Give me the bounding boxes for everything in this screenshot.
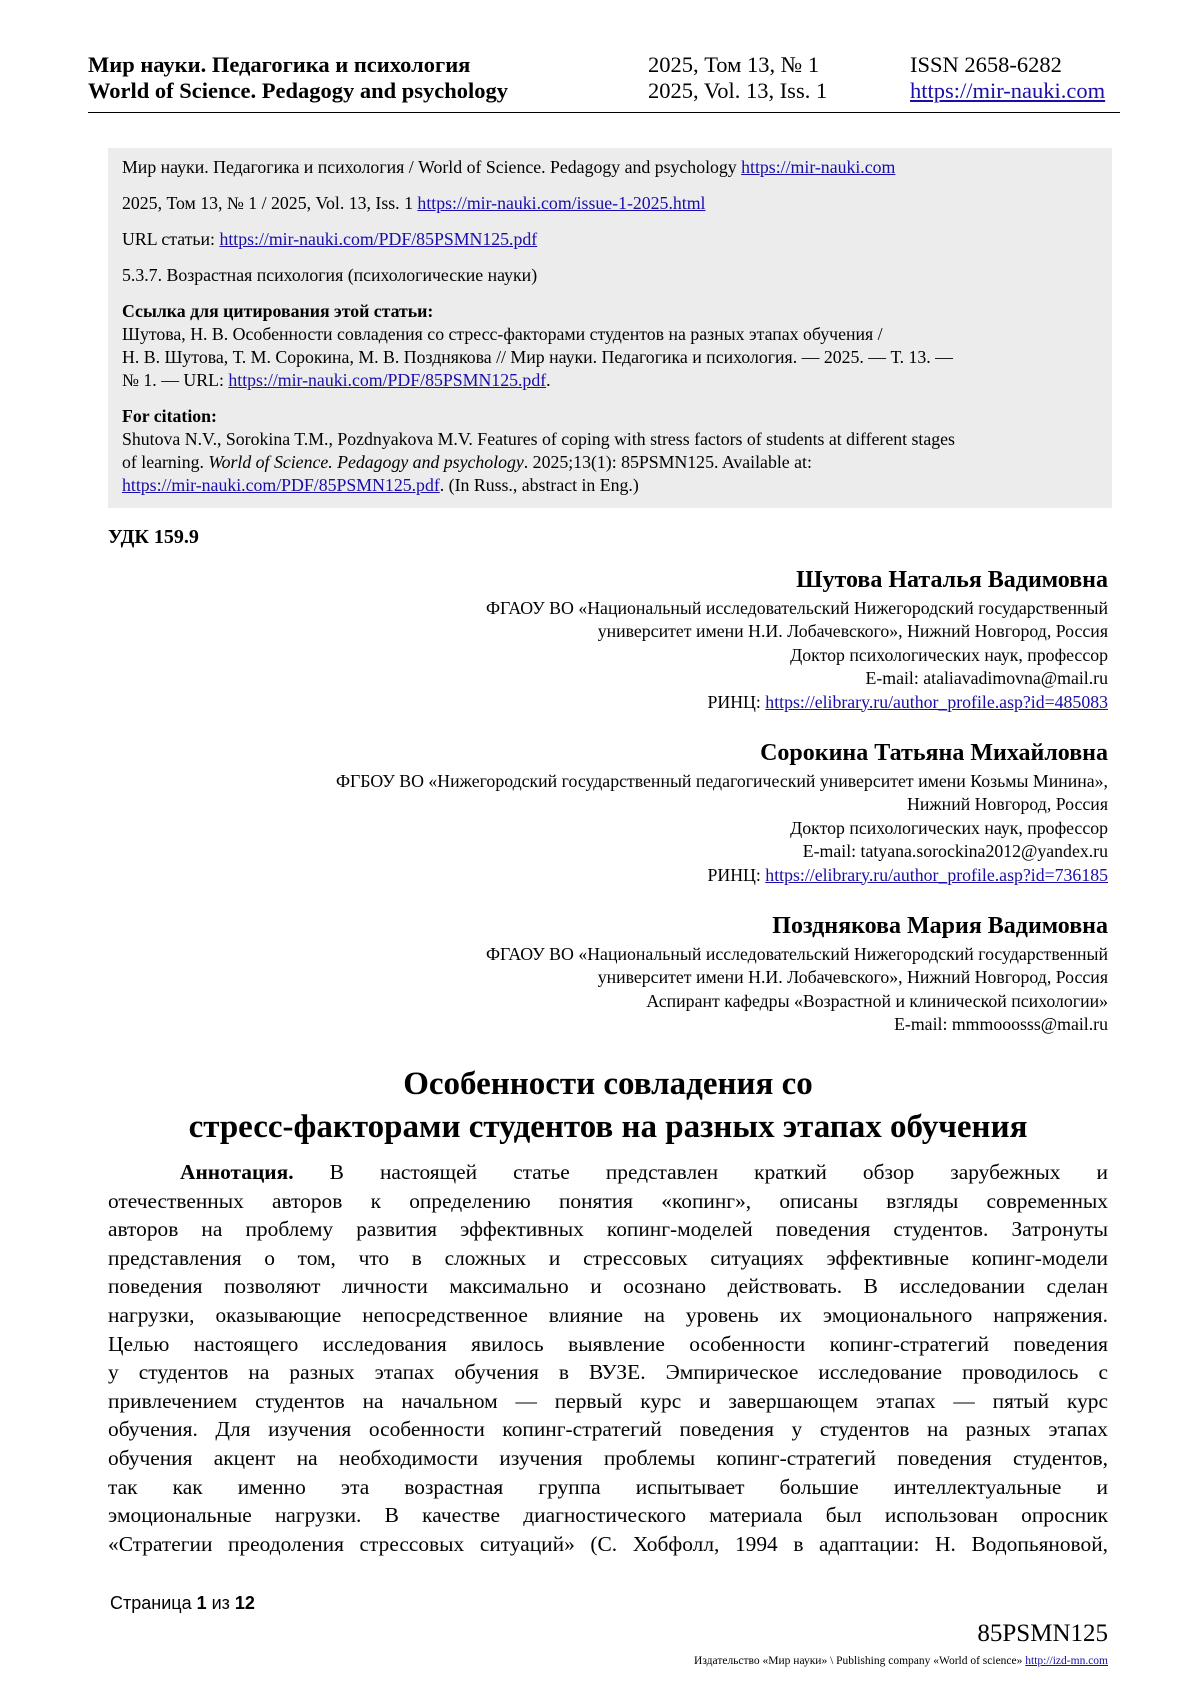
issue-line-text: 2025, Том 13, № 1 / 2025, Vol. 13, Iss. 1 [122,193,418,213]
cite-ru-heading: Ссылка для цитирования этой статьи: [122,301,434,321]
author-affiliation: ФГАОУ ВО «Национальный исследовательский Нижегородский государственный [485,598,1108,618]
page-mid: из [206,1593,235,1613]
abstract-line: обучения. Для изучения особенности копинг-стратегий поведения у студентов на разных этапах [108,1417,1108,1442]
article-title [108,1063,1108,1149]
cite-ru-end: . [546,370,551,390]
rinc-label: РИНЦ: [707,691,766,712]
issue-line [122,192,1100,215]
abstract-line: «Стратегии преодоления стрессовых ситуаций» (С. Хобфолл, 1994 в адаптации: Н. Водопьяновой, [108,1531,1108,1556]
abstract-line: авторов на проблему развития эффективных копинг-моделей поведения студентов. Затронуты [108,1217,1108,1242]
cite-en-line2 [122,451,1100,474]
author-name: Сорокина Татьяна Михайловна [760,740,1108,766]
rinc-link[interactable]: https://elibrary.ru/author_profile.asp?id=736185 [765,864,1108,885]
author-degree: Доктор психологических наук, профессор [790,644,1108,665]
page-number [110,1593,255,1614]
abstract-line: у студентов на разных этапах обучения в ВУЗЕ. Эмпирическое исследование проводилось с [108,1360,1108,1385]
author-affiliation: Нижний Новгород, Россия [907,794,1108,815]
cite-en-journal: World of Science. Pedagogy and psychology [208,452,524,472]
url-line [122,228,1100,251]
cite-en-line1: Shutova N.V., Sorokina T.M., Pozdnyakova M.V. Features of coping with stress factors of students at different stages [122,429,955,449]
abstract-line: обучения акцент на необходимости изучения проблемы копинг-стратегий поведения студентов, [108,1445,1108,1470]
article-title-line: Особенности совладения со [403,1066,813,1102]
abstract-line: эмоциональные нагрузки. В качестве диагностического материала был использован опросник [108,1503,1108,1528]
journal-link[interactable]: https://mir-nauki.com [741,157,896,177]
cite-ru-url-label: № 1. — URL: [122,370,229,390]
abstract-line: представления о том, что в сложных и стрессовых ситуациях эффективные копинг-модели [108,1245,1108,1270]
author-rinc [108,691,1108,714]
cite-en-label [122,405,1100,428]
author-affiliation: ФГАОУ ВО «Национальный исследовательский Нижегородский государственный [485,944,1108,964]
article-code: 85PSMN125 [977,1620,1108,1647]
cite-ru-line1: Шутова, Н. В. Особенности совладения со стресс-факторами студентов на разных этапах обучения / [122,324,883,344]
abstract-line: поведения позволяют личности максимально и осознано действовать. В исследовании сделан [108,1274,1108,1299]
author-affiliation: университет имени Н.И. Лобачевского», Нижний Новгород, Россия [597,621,1108,642]
author-email: E-mail: mmmooosss@mail.ru [894,1014,1108,1035]
author-email: E-mail: ataliavadimovna@mail.ru [865,668,1108,689]
journal-site-link[interactable]: https://mir-nauki.com [910,78,1106,103]
publisher-link[interactable]: http://izd-mn.com [1025,1655,1108,1667]
author-block-2 [108,738,1108,887]
abstract-label: Аннотация. [180,1160,294,1184]
cite-en-heading: For citation: [122,406,217,426]
journal-line [122,156,1100,179]
journal-header [88,52,1120,113]
issue-en: 2025, Vol. 13, Iss. 1 [648,78,828,103]
cite-ru-label [122,300,1100,323]
journal-title-en: World of Science. Pedagogy and psychology [88,78,509,103]
journal-line-text: Мир науки. Педагогика и психология / World of Science. Pedagogy and psychology [122,157,742,177]
author-affiliation: университет имени Н.И. Лобачевского», Нижний Новгород, Россия [597,967,1108,988]
article-title-line: стресс-факторами студентов на разных этапах обучения [188,1109,1028,1145]
cite-en-line2a: of learning. [122,452,209,472]
page-total: 12 [234,1593,255,1613]
abstract-line: отечественных авторов к определению понятия «копинг», описаны взгляды современных [108,1188,1108,1213]
cite-ru-link[interactable]: https://mir-nauki.com/PDF/85PSMN125.pdf [228,370,547,390]
author-degree: Доктор психологических наук, профессор [790,817,1108,838]
author-name: Шутова Наталья Вадимовна [796,567,1108,593]
issue-ru: 2025, Том 13, № 1 [648,52,820,77]
specialty-line: 5.3.7. Возрастная психология (психологические науки) [122,265,538,285]
cite-ru-line3 [122,369,1100,392]
article-pdf-link[interactable]: https://mir-nauki.com/PDF/85PSMN125.pdf [219,229,538,249]
cite-en-line2b: . 2025;13(1): 85PSMN125. Available at: [523,452,812,472]
author-name: Позднякова Мария Вадимовна [772,913,1108,939]
issn: ISSN 2658-6282 [910,52,1062,77]
author-block-3 [108,911,1108,1037]
abstract-line: нагрузки, оказывающие непосредственное влияние на уровень их эмоционального напряжения. [108,1302,1108,1327]
abstract-line: Целью настоящего исследования явилось выявление особенности копинг-стратегий поведения [108,1331,1108,1356]
author-email: E-mail: tatyana.sorockina2012@yandex.ru [802,841,1108,862]
udk-code: УДК 159.9 [108,526,199,548]
author-degree: Аспирант кафедры «Возрастной и клинической психологии» [646,990,1108,1011]
url-line-label: URL статьи: [122,229,220,249]
abstract-line: привлечением студентов на начальном — первый курс и завершающем этапах — пятый курс [108,1388,1108,1413]
cite-en-link[interactable]: https://mir-nauki.com/PDF/85PSMN125.pdf [122,475,440,495]
journal-title-ru: Мир науки. Педагогика и психология [88,52,471,77]
author-affiliation: ФГБОУ ВО «Нижегородский государственный педагогический университет имени Козьмы Минина», [335,771,1108,791]
rinc-label: РИНЦ: [707,864,766,885]
cite-en-line3 [122,474,1100,497]
abstract [108,1158,1108,1558]
publisher-text: Издательство «Мир науки» \ Publishing company «World of science» [694,1655,1026,1667]
page-prefix: Страница [110,1593,197,1613]
abstract-text: В настоящей статье представлен краткий обзор зарубежных и [293,1160,1108,1184]
publisher-line [694,1655,1108,1667]
author-rinc [108,864,1108,887]
issue-link[interactable]: https://mir-nauki.com/issue-1-2025.html [417,193,706,213]
page-current: 1 [196,1593,207,1613]
cite-ru-line2: Н. В. Шутова, Т. М. Сорокина, М. В. Позднякова // Мир науки. Педагогика и психология. — 2025. — Т. 13. — [122,347,953,367]
rinc-link[interactable]: https://elibrary.ru/author_profile.asp?id=485083 [765,691,1108,712]
author-block-1 [108,565,1108,714]
cite-en-end: . (In Russ., abstract in Eng.) [439,475,639,495]
citation-info-box [108,148,1112,508]
abstract-line: так как именно эта возрастная группа испытывает большие интеллектуальные и [108,1474,1108,1499]
abstract-line [108,1158,1108,1187]
